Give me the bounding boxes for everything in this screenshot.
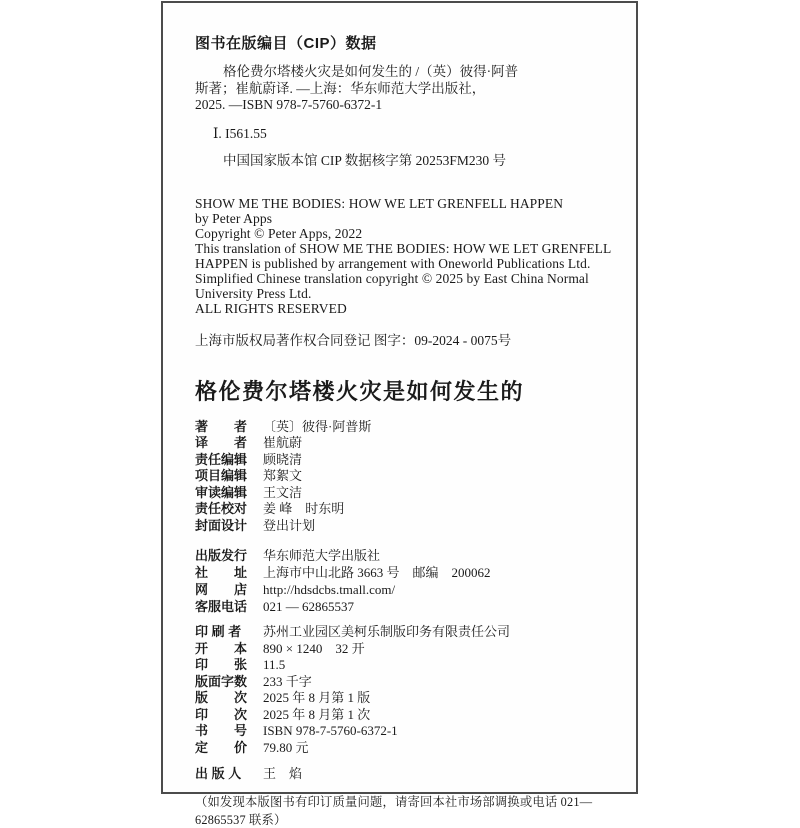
field-label: 印 刷 者 [195, 624, 242, 639]
english-rights-line: ALL RIGHTS RESERVED [195, 300, 347, 316]
field-value: 苏州工业园区美柯乐制版印务有限责任公司 [263, 624, 511, 639]
cip-line-1: 格伦费尔塔楼火灾是如何发生的 /（英）彼得·阿普 [223, 64, 519, 79]
publisher-person-block [195, 766, 612, 783]
english-translation-line-1: This translation of SHOW ME THE BODIES: HOW WE LET GRENFELL [195, 240, 612, 256]
print-row-isbn [195, 723, 612, 740]
credit-row-author [195, 419, 612, 436]
field-value: 崔航蔚 [263, 435, 303, 450]
field-label: 审读编辑 [195, 484, 248, 500]
printing-block [195, 624, 612, 756]
field-value: 79.80 元 [263, 739, 309, 755]
field-value: 2025 年 8 月第 1 次 [263, 706, 371, 722]
cip-line-3: 2025. —ISBN 978-7-5760-6372-1 [195, 97, 383, 112]
english-copyright-block [195, 196, 612, 316]
field-value: 890 × 1240 32 开 [263, 640, 365, 656]
field-label: 印 张 [195, 657, 248, 672]
cip-paragraph [195, 64, 612, 114]
print-row-impression [195, 707, 612, 724]
credits-block [195, 419, 612, 535]
print-row-printer [195, 624, 612, 641]
cip-record-number: 中国国家版本馆 CIP 数据核字第 20253FM230 号 [223, 152, 507, 168]
copyright-registration-line: 上海市版权局著作权合同登记 图字：09-2024 - 0075号 [195, 332, 512, 348]
credit-row-proofreader [195, 501, 612, 518]
english-cn-copyright-line-2: University Press Ltd. [195, 285, 312, 301]
credit-row-translator [195, 435, 612, 452]
page-frame [161, 1, 638, 827]
credit-row-responsible-editor [195, 452, 612, 469]
print-row-sheets [195, 657, 612, 674]
quality-notice: （如发现本版图书有印订质量问题，请寄回本社市场部调换或电话 021—62865537 联系） [195, 794, 593, 827]
field-value: ISBN 978-7-5760-6372-1 [263, 723, 398, 738]
english-copyright-line: Copyright © Peter Apps, 2022 [195, 225, 363, 241]
cip-header: 图书在版编目（CIP）数据 [195, 35, 377, 52]
field-value: 郑絮文 [263, 468, 303, 483]
field-label: 社 址 [195, 565, 248, 580]
field-label: 出版发行 [195, 548, 248, 563]
english-title-line: SHOW ME THE BODIES: HOW WE LET GRENFELL HAPPEN [195, 195, 564, 211]
credit-row-cover-design [195, 518, 612, 535]
publisher-person-row [195, 766, 612, 783]
pub-row-online-store [195, 581, 612, 598]
field-label: 责任编辑 [195, 451, 248, 467]
field-value: 上海市中山北路 3663 号 邮编 200062 [263, 565, 491, 580]
field-label: 封面设计 [195, 517, 248, 533]
english-cn-copyright-line-1: Simplified Chinese translation copyright © 2025 by East China Normal [195, 270, 589, 286]
field-label: 出 版 人 [195, 766, 242, 781]
field-value: 11.5 [263, 657, 286, 672]
field-value: 王 焰 [263, 766, 303, 781]
pub-row-service-phone [195, 598, 612, 615]
field-value: 2025 年 8 月第 1 版 [263, 690, 371, 705]
store-url-text: http://hdsdcbs.tmall.com/ [263, 582, 396, 597]
field-label: 版面字数 [195, 673, 248, 689]
credit-row-review-editor [195, 485, 612, 502]
field-label: 定 价 [195, 739, 248, 755]
field-value: 233 千字 [263, 673, 312, 689]
field-value: 登出计划 [263, 517, 316, 533]
field-label: 开 本 [195, 640, 248, 656]
pub-row-publisher [195, 547, 612, 564]
print-row-format [195, 641, 612, 658]
print-row-edition [195, 690, 612, 707]
field-label: 项目编辑 [195, 468, 248, 483]
field-value: 姜 峰 时东明 [263, 501, 345, 516]
field-label: 译 者 [195, 435, 248, 450]
book-title: 格伦费尔塔楼火灾是如何发生的 [195, 378, 525, 404]
field-label: 网 店 [195, 582, 248, 597]
cip-classification: Ⅰ. I561.55 [213, 125, 267, 141]
field-label: 责任校对 [195, 501, 248, 516]
field-label: 书 号 [195, 723, 248, 738]
print-row-price [195, 740, 612, 757]
credit-row-project-editor [195, 468, 612, 485]
field-label: 客服电话 [195, 599, 248, 614]
field-value: 华东师范大学出版社 [263, 548, 381, 563]
field-value: 王文洁 [263, 484, 303, 500]
english-translation-line-2: HAPPEN is published by arrangement with Oneworld Publications Ltd. [195, 255, 591, 271]
print-row-word-count [195, 674, 612, 691]
field-label: 版 次 [195, 690, 248, 705]
english-author-line: by Peter Apps [195, 210, 273, 226]
field-value: 021 — 62865537 [263, 599, 354, 614]
field-value: 顾晓清 [263, 451, 303, 467]
pub-row-address [195, 564, 612, 581]
field-label: 印 次 [195, 706, 248, 722]
field-value: 〔英〕彼得·阿普斯 [263, 418, 372, 434]
cip-line-2: 斯著；崔航蔚译. —上海：华东师范大学出版社， [195, 80, 486, 96]
publication-block [195, 547, 612, 615]
field-label: 著 者 [195, 418, 248, 434]
